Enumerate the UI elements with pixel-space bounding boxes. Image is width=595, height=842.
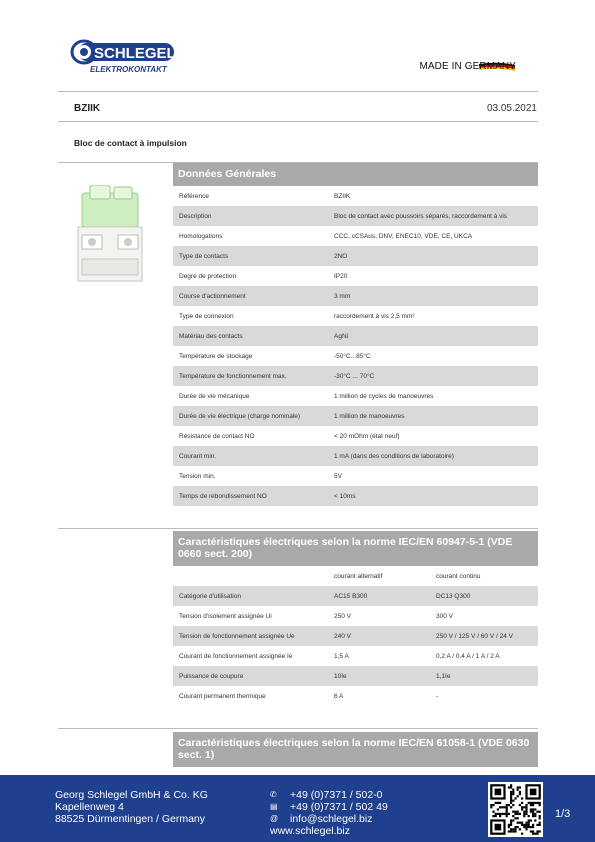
table-row	[173, 266, 538, 286]
row-value: 1 million de manoeuvres	[334, 412, 405, 420]
table-row	[173, 666, 538, 686]
table-row	[173, 446, 538, 466]
section-divider-3	[58, 728, 538, 729]
phone-icon: ✆	[270, 790, 277, 799]
row-value: 1 million de cycles de manoeuvres	[334, 392, 434, 400]
section-divider-2	[58, 528, 538, 529]
company-street: Kapellenweg 4	[55, 801, 124, 813]
row-value: < 20 mOhm (état neuf)	[334, 432, 400, 440]
row-value: < 10ms	[334, 492, 356, 500]
email-link[interactable]: info@schlegel.biz	[290, 813, 373, 825]
row-label: Temps de rebondissement NO	[179, 492, 267, 500]
schlegel-logo	[70, 39, 180, 73]
row-value: AgNi	[334, 332, 349, 340]
row-label: Course d'actionnement	[179, 292, 246, 300]
row-label: Température de fonctionnement max.	[179, 372, 287, 380]
row-value: CCC, cCSAus, DNV, ENEC10, VDE, CE, UKCA	[334, 232, 473, 240]
row-value: -30°C ... 70°C	[334, 372, 375, 380]
table-row	[173, 186, 538, 206]
electrical-heading: Caractéristiques électriques selon la norme IEC/EN 60947-5-1 (VDE 0660 sect. 200)	[173, 531, 538, 566]
row-label: Durée de vie électrique (charge nominale)	[179, 412, 301, 420]
row-label: Référence	[179, 192, 209, 200]
row-label: Tension d'isolement assignée Ui	[179, 612, 272, 620]
row-value: 2NO	[334, 252, 348, 260]
table-row	[173, 226, 538, 246]
table-row	[173, 306, 538, 326]
company-address	[55, 789, 208, 825]
row-label: Degré de protection	[179, 272, 237, 280]
row-label: Puissance de coupure	[179, 672, 244, 680]
table-row	[173, 286, 538, 306]
electrical-column-headers	[173, 566, 538, 586]
row-label: Type de connexion	[179, 312, 234, 320]
row-label: Durée de vie mécanique	[179, 392, 250, 400]
document-title: Bloc de contact à impulsion	[74, 138, 187, 148]
logo-sub: ELEKTROKONTAKT	[90, 65, 167, 73]
subheader-divider	[58, 121, 538, 122]
row-ac: AC15 B300	[334, 592, 368, 600]
row-value: -50°C...85°C	[334, 352, 371, 360]
email-icon: @	[270, 814, 279, 823]
table-row	[173, 366, 538, 386]
general-heading: Données Générales	[173, 163, 538, 186]
row-label: Matériau des contacts	[179, 332, 243, 340]
table-row	[173, 686, 538, 706]
table-row	[173, 626, 538, 646]
electrical2-heading: Caractéristiques électriques selon la norme IEC/EN 61058-1 (VDE 0630 sect. 1)	[173, 732, 538, 767]
row-ac: 240 V	[334, 632, 351, 640]
row-dc: 250 V / 125 V / 60 V / 24 V	[436, 632, 513, 640]
row-value: Bloc de contact avec poussoirs séparés, raccordement à vis	[334, 212, 508, 220]
row-label: Homologations	[179, 232, 223, 240]
row-label: Résistance de contact NO	[179, 432, 255, 440]
row-value: raccordement à vis 2,5 mm²	[334, 312, 415, 320]
fax-number: +49 (0)7371 / 502 49	[290, 801, 388, 813]
general-table	[173, 186, 538, 506]
row-label: Catégorie d'utilisation	[179, 592, 241, 600]
website-link[interactable]: www.schlegel.biz	[270, 825, 350, 837]
row-value: 5V	[334, 472, 342, 480]
column-dc: courant continu	[436, 572, 481, 580]
table-row	[173, 406, 538, 426]
table-row	[173, 586, 538, 606]
table-row	[173, 486, 538, 506]
table-row	[173, 346, 538, 366]
row-label: Température de stockage	[179, 352, 253, 360]
row-ac: 250 V	[334, 612, 351, 620]
row-label: Tension de fonctionnement assignée Ue	[179, 632, 295, 640]
row-dc: DC13 Q300	[436, 592, 471, 600]
row-dc: -	[436, 692, 439, 700]
row-dc: 0,2 A / 0,4 A / 1 A / 2 A	[436, 652, 500, 660]
header-divider	[58, 91, 538, 92]
row-label: Tension min.	[179, 472, 216, 480]
phone-number: +49 (0)7371 / 502-0	[290, 789, 383, 801]
row-dc: 300 V	[436, 612, 453, 620]
row-label: Courant permanent thermique	[179, 692, 266, 700]
table-row	[173, 426, 538, 446]
made-in-label: MADE IN GERMANY	[419, 61, 516, 72]
table-row	[173, 206, 538, 226]
electrical-table	[173, 566, 538, 706]
table-row	[173, 466, 538, 486]
product-code: BZIIK	[74, 103, 101, 114]
row-value: IP20	[334, 272, 348, 280]
company-name: Georg Schlegel GmbH & Co. KG	[55, 789, 208, 801]
row-ac: 1,5 A	[334, 652, 349, 660]
row-value: BZIIK	[334, 192, 351, 200]
table-row	[173, 326, 538, 346]
page-number: 1/3	[555, 808, 571, 820]
row-value: 3 mm	[334, 292, 351, 300]
logo-mark	[70, 39, 180, 73]
row-label: Type de contacts	[179, 252, 229, 260]
row-label: Courant min.	[179, 452, 217, 460]
fax-icon: ▤	[270, 802, 278, 811]
document-date: 03.05.2021	[486, 103, 537, 114]
logo-brand: SCHLEGEL	[94, 45, 176, 62]
row-dc: 1,1Ie	[436, 672, 451, 680]
row-value: 1 mA (dans des conditions de laboratoire)	[334, 452, 454, 460]
row-label: Description	[179, 212, 212, 220]
row-label: Courant de fonctionnement assignée Ie	[179, 652, 293, 660]
table-row	[173, 386, 538, 406]
qr-code-icon	[488, 782, 543, 837]
row-ac: 6 A	[334, 692, 344, 700]
table-row	[173, 606, 538, 626]
row-ac: 10Ie	[334, 672, 347, 680]
company-city: 88525 Dürmentingen / Germany	[55, 813, 205, 825]
contact-info	[270, 789, 388, 837]
column-ac: courant alternatif	[334, 572, 383, 580]
table-row	[173, 646, 538, 666]
product-image	[72, 185, 150, 285]
table-row	[173, 246, 538, 266]
